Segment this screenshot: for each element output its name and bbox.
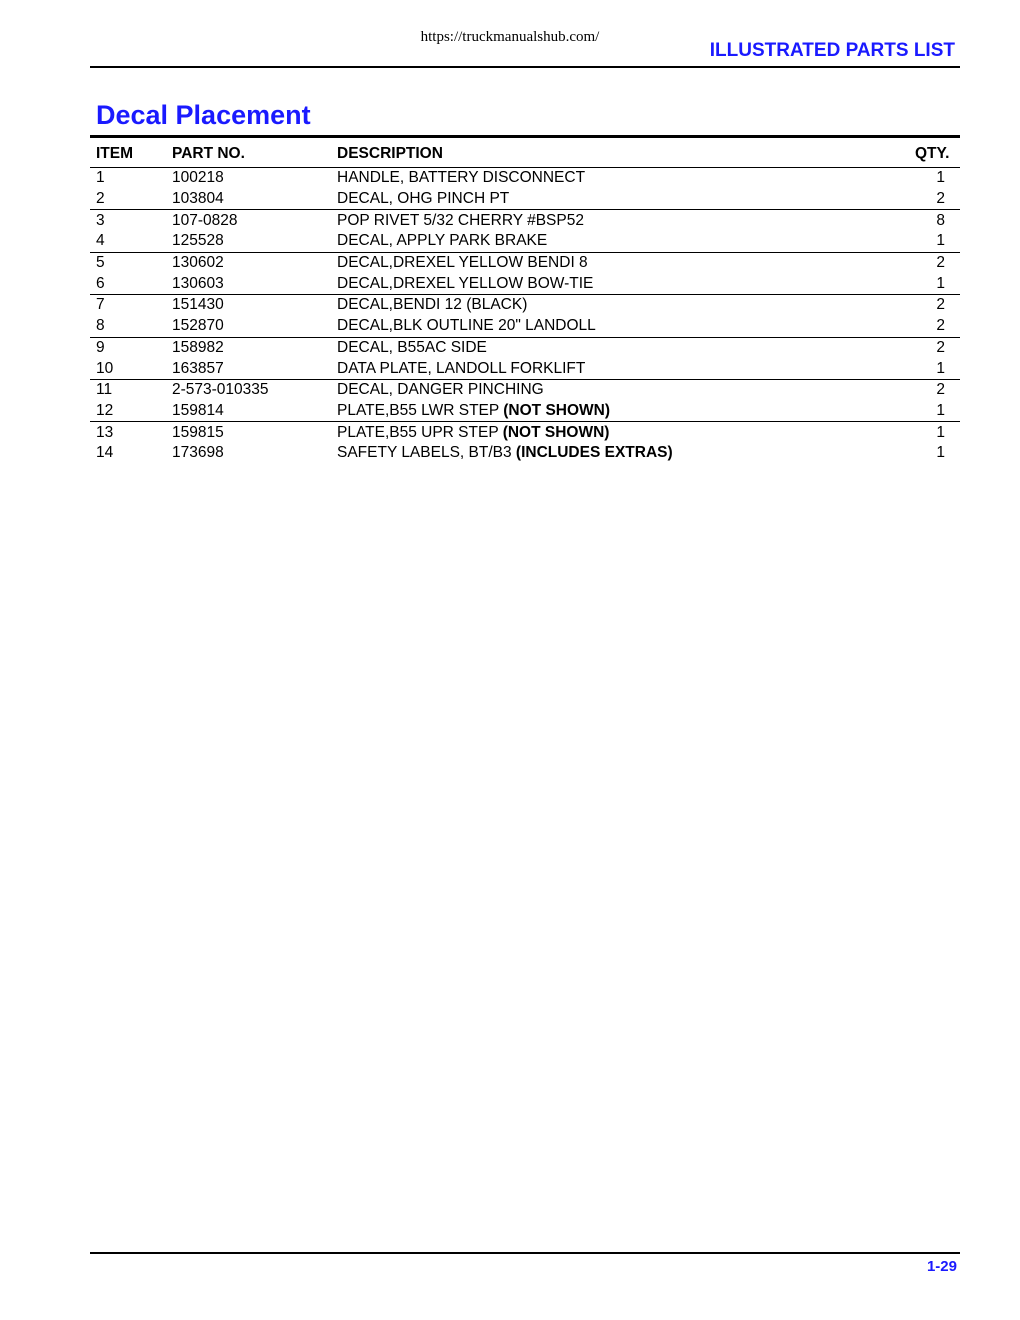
table-row <box>90 401 960 422</box>
table-row <box>90 252 960 273</box>
description-note: (INCLUDES EXTRAS) <box>515 444 673 462</box>
table-row <box>90 210 960 231</box>
description-cell <box>331 231 877 252</box>
part-no-cell: 103804 <box>172 190 224 208</box>
description-cell <box>331 295 877 316</box>
table-row <box>90 316 960 337</box>
part-no-cell: 158982 <box>166 337 331 358</box>
table-row <box>90 358 960 379</box>
source-url: https://truckmanualshub.com/ <box>420 29 600 45</box>
column-header-description: DESCRIPTION <box>331 141 877 168</box>
qty-cell: 1 <box>936 169 945 187</box>
table-header-row <box>90 141 960 168</box>
part-no-cell: 100218 <box>172 169 224 187</box>
description-cell <box>331 337 877 358</box>
table-row <box>90 443 960 464</box>
table-row <box>90 337 960 358</box>
part-no-cell: 130602 <box>166 252 331 273</box>
item-cell: 12 <box>96 401 114 419</box>
qty-cell: 1 <box>936 274 945 292</box>
description-text: DECAL,BENDI 12 (BLACK) <box>337 296 528 314</box>
item-cell: 8 <box>96 317 105 335</box>
description-cell <box>331 210 877 231</box>
section-title: ILLUSTRATED PARTS LIST <box>709 40 955 61</box>
description-cell <box>331 422 877 443</box>
qty-cell: 1 <box>936 401 945 419</box>
item-cell: 13 <box>90 422 166 443</box>
item-cell: 2 <box>96 190 105 208</box>
description-note: (NOT SHOWN) <box>503 401 611 419</box>
description-note: (NOT SHOWN) <box>502 423 610 441</box>
part-no-cell: 130603 <box>172 274 224 292</box>
part-no-cell: 159815 <box>166 422 331 443</box>
item-cell: 5 <box>90 252 166 273</box>
table-row <box>90 273 960 294</box>
table-row <box>90 295 960 316</box>
column-header-part-no: PART NO. <box>166 141 331 168</box>
page-title: Decal Placement <box>96 100 311 130</box>
qty-cell: 2 <box>877 379 960 400</box>
description-cell <box>331 379 877 400</box>
qty-cell: 1 <box>877 422 960 443</box>
part-no-cell: 152870 <box>172 317 224 335</box>
table-row <box>90 422 960 443</box>
description-text: DECAL,DREXEL YELLOW BOW-TIE <box>337 274 594 292</box>
qty-cell: 2 <box>877 252 960 273</box>
item-cell: 14 <box>96 444 114 462</box>
qty-cell: 8 <box>877 210 960 231</box>
qty-cell: 2 <box>877 337 960 358</box>
description-text: POP RIVET 5/32 CHERRY #BSP52 <box>337 211 584 229</box>
header-divider <box>90 66 960 68</box>
description-cell <box>331 252 877 273</box>
qty-cell: 1 <box>936 232 945 250</box>
part-no-cell: 2-573-010335 <box>166 379 331 400</box>
item-cell: 3 <box>90 210 166 231</box>
description-text: PLATE,B55 UPR STEP <box>337 423 503 441</box>
footer-divider <box>90 1252 960 1254</box>
description-text: PLATE,B55 LWR STEP <box>337 401 504 419</box>
description-text: DECAL,BLK OUTLINE 20" LANDOLL <box>337 317 596 335</box>
description-cell <box>331 273 877 294</box>
description-cell <box>331 316 877 337</box>
column-header-qty: QTY. <box>877 141 960 168</box>
description-cell <box>331 168 877 189</box>
item-cell: 4 <box>96 232 105 250</box>
parts-table <box>90 141 960 464</box>
description-text: DECAL, B55AC SIDE <box>337 338 487 356</box>
part-no-cell: 125528 <box>172 232 224 250</box>
description-text: HANDLE, BATTERY DISCONNECT <box>337 169 586 187</box>
part-no-cell: 107-0828 <box>166 210 331 231</box>
description-cell <box>331 358 877 379</box>
item-cell: 6 <box>96 274 105 292</box>
part-no-cell: 173698 <box>172 444 224 462</box>
description-text: DECAL, APPLY PARK BRAKE <box>337 232 548 250</box>
description-cell <box>331 443 877 464</box>
column-header-item: ITEM <box>90 141 166 168</box>
table-row <box>90 168 960 189</box>
item-cell: 10 <box>96 359 114 377</box>
item-cell: 7 <box>90 295 166 316</box>
item-cell: 9 <box>90 337 166 358</box>
description-text: DECAL, OHG PINCH PT <box>337 190 510 208</box>
qty-cell: 1 <box>936 359 945 377</box>
title-divider <box>90 135 960 138</box>
description-text: DATA PLATE, LANDOLL FORKLIFT <box>337 359 586 377</box>
qty-cell: 1 <box>936 444 945 462</box>
description-text: DECAL,DREXEL YELLOW BENDI 8 <box>337 254 588 272</box>
description-cell <box>331 189 877 210</box>
description-cell <box>331 401 877 422</box>
part-no-cell: 151430 <box>166 295 331 316</box>
qty-cell: 2 <box>936 317 945 335</box>
part-no-cell: 163857 <box>172 359 224 377</box>
qty-cell: 2 <box>877 295 960 316</box>
part-no-cell: 159814 <box>172 401 224 419</box>
table-row <box>90 189 960 210</box>
page-number: 1-29 <box>926 1258 957 1275</box>
parts-table-body <box>90 168 960 464</box>
item-cell: 11 <box>90 379 166 400</box>
qty-cell: 2 <box>936 190 945 208</box>
description-text: DECAL, DANGER PINCHING <box>337 381 544 399</box>
table-row <box>90 379 960 400</box>
item-cell: 1 <box>96 169 105 187</box>
table-row <box>90 231 960 252</box>
description-text: SAFETY LABELS, BT/B3 <box>337 444 516 462</box>
